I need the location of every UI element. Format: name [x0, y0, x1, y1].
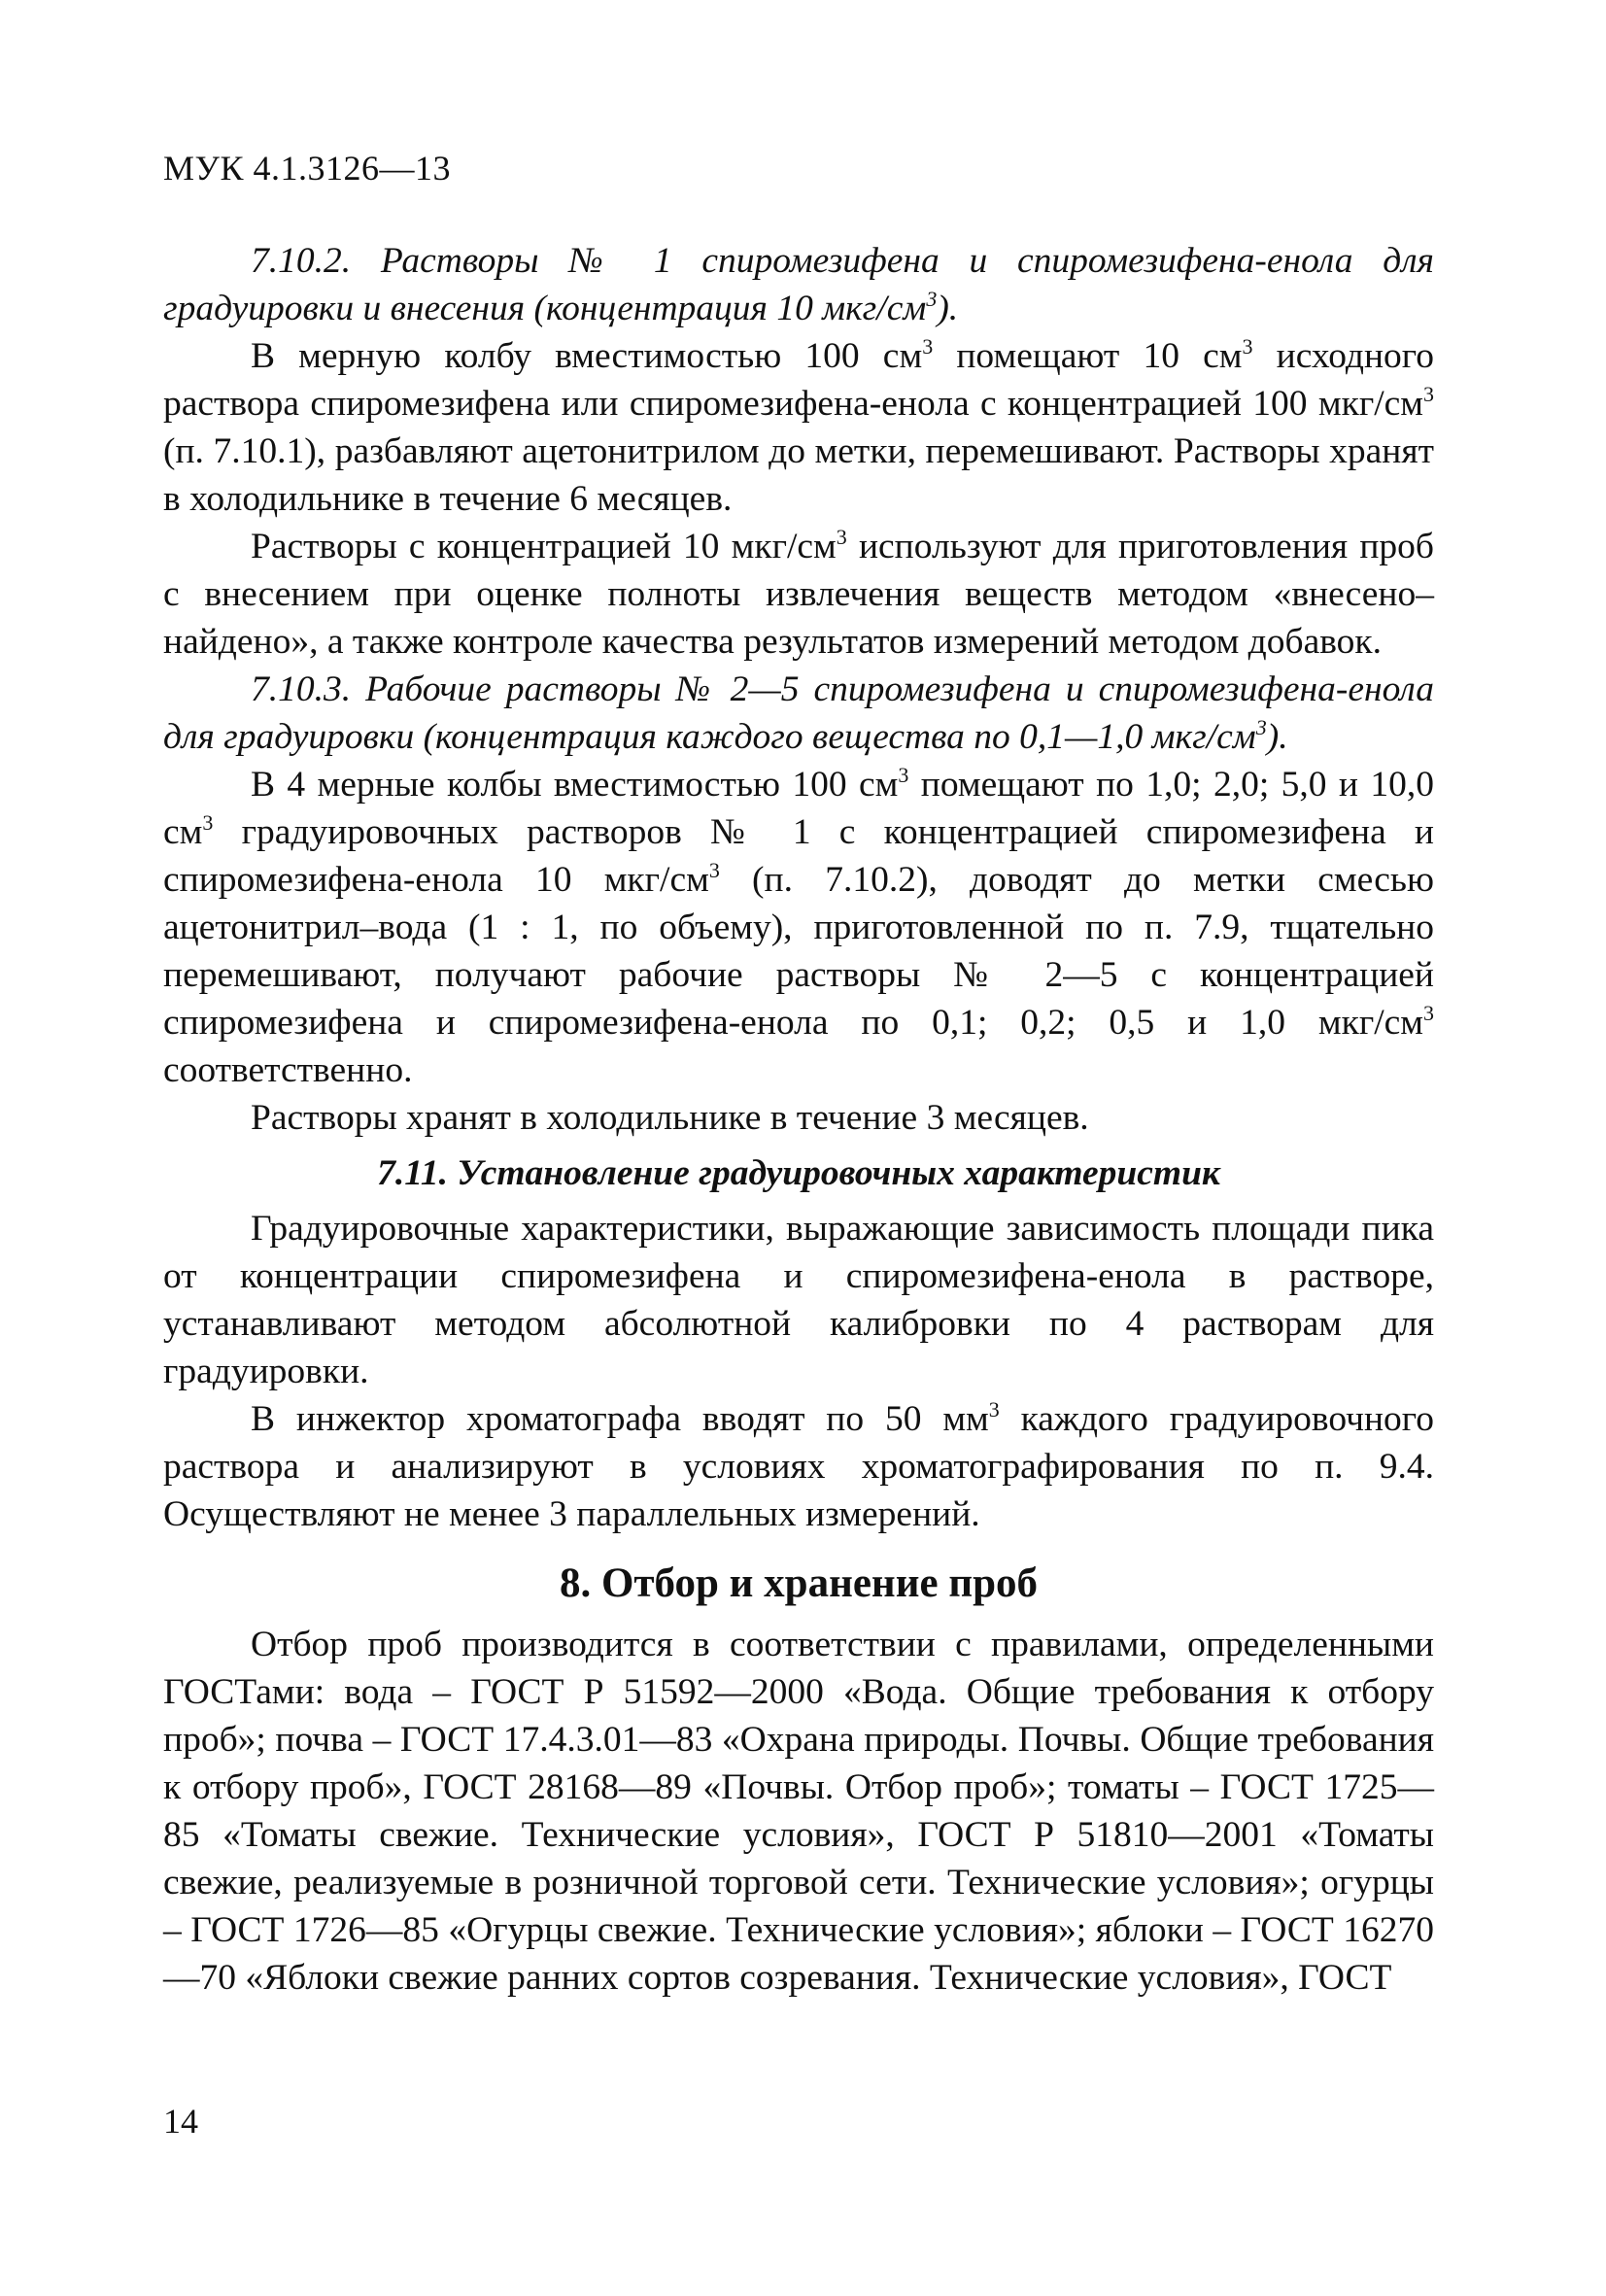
section-7-10-2-paragraph-1: В мерную колбу вместимостью 100 $см^3$ помещают 10 $см^3$ исходного раствора спиромезифена или спиромезифена-енола с концентрацией 100 мкг/$см^3$ (п. 7.10.1), разбавляют ацетонитрилом до метки, перемешивают. Растворы хранят в холодильнике в течение 6 месяцев. — [163, 334, 1434, 519]
section-7-10-2-paragraph-2: Растворы с концентрацией 10 мкг/$см^3$ используют для приготовления проб с внесением при оценке полноты извлечения веществ методом «внесено–найдено», а также контроле качества результатов измерений методом добавок. — [163, 525, 1434, 662]
document-header: МУК 4.1.3126—13 — [163, 149, 452, 188]
section-7-11-paragraph-2: В инжектор хроматографа вводят по 50 $мм^3$ каждого градуировочного раствора и анализируют в условиях хроматографирования по п. 9.4. Осуществляют не менее 3 параллельных измерений. — [163, 1397, 1434, 1534]
chapter-8-heading: 8. Отбор и хранение проб — [559, 1560, 1039, 1606]
section-7-10-3-title: 7.10.3. Рабочие растворы № 2—5 спиромезифена и спиромезифена-енола для градуировки (концентрация каждого вещества по 0,1—1,0 мкг/$см^3$). — [163, 669, 1434, 757]
section-7-10-2-title: 7.10.2. Растворы № 1 спиромезифена и спиромезифена-енола для градуировки и внесения (концентрация 10 мкг/$см^3$). — [163, 241, 1434, 328]
section-7-10-3-paragraph-1: В 4 мерные колбы вместимостью 100 $см^3$ помещают по 1,0; 2,0; 5,0 и 10,0 $см^3$ градуировочных растворов № 1 с концентрацией спиромезифена и спиромезифена-енола 10 мкг/$см^3$ (п. 7.10.2), доводят до метки смесью ацетонитрил–вода (1 : 1, по объему), приготовленной по п. 7.9, тщательно перемешивают, получают рабочие растворы № 2—5 с концентрацией спиромезифена и спиромезифена-енола по 0,1; 0,2; 0,5 и 1,0 мкг/$см^3$ соответственно. — [163, 763, 1434, 1090]
chapter-8-paragraph-1: Отбор проб производится в соответствии с правилами, определенными ГОСТами: вода – ГОСТ Р 51592—2000 «Вода. Общие требования к отбору проб»; почва – ГОСТ 17.4.3.01—83 «Охрана природы. Почвы. Общие требования к отбору проб», ГОСТ 28168—89 «Почвы. Отбор проб»; томаты – ГОСТ 1725—85 «Томаты свежие. Технические условия», ГОСТ Р 51810—2001 «Томаты свежие, реализуемые в розничной торговой сети. Технические условия»; огурцы – ГОСТ 1726—85 «Огурцы свежие. Технические условия»; яблоки – ГОСТ 16270—70 «Яблоки свежие ранних сортов созревания. Технические условия», ГОСТ — [163, 1625, 1434, 1998]
page-number: 14 — [163, 2102, 198, 2141]
section-7-10-3-paragraph-2: Растворы хранят в холодильнике в течение 3 месяцев. — [251, 1098, 1089, 1138]
section-7-11-heading: 7.11. Установление градуировочных характеристик — [377, 1153, 1220, 1193]
page-body — [163, 237, 1434, 2002]
section-7-11-paragraph-1: Градуировочные характеристики, выражающие зависимость площади пика от концентрации спиромезифена и спиромезифена-енола в растворе, устанавливают методом абсолютной калибровки по 4 растворам для градуировки. — [163, 1209, 1434, 1391]
